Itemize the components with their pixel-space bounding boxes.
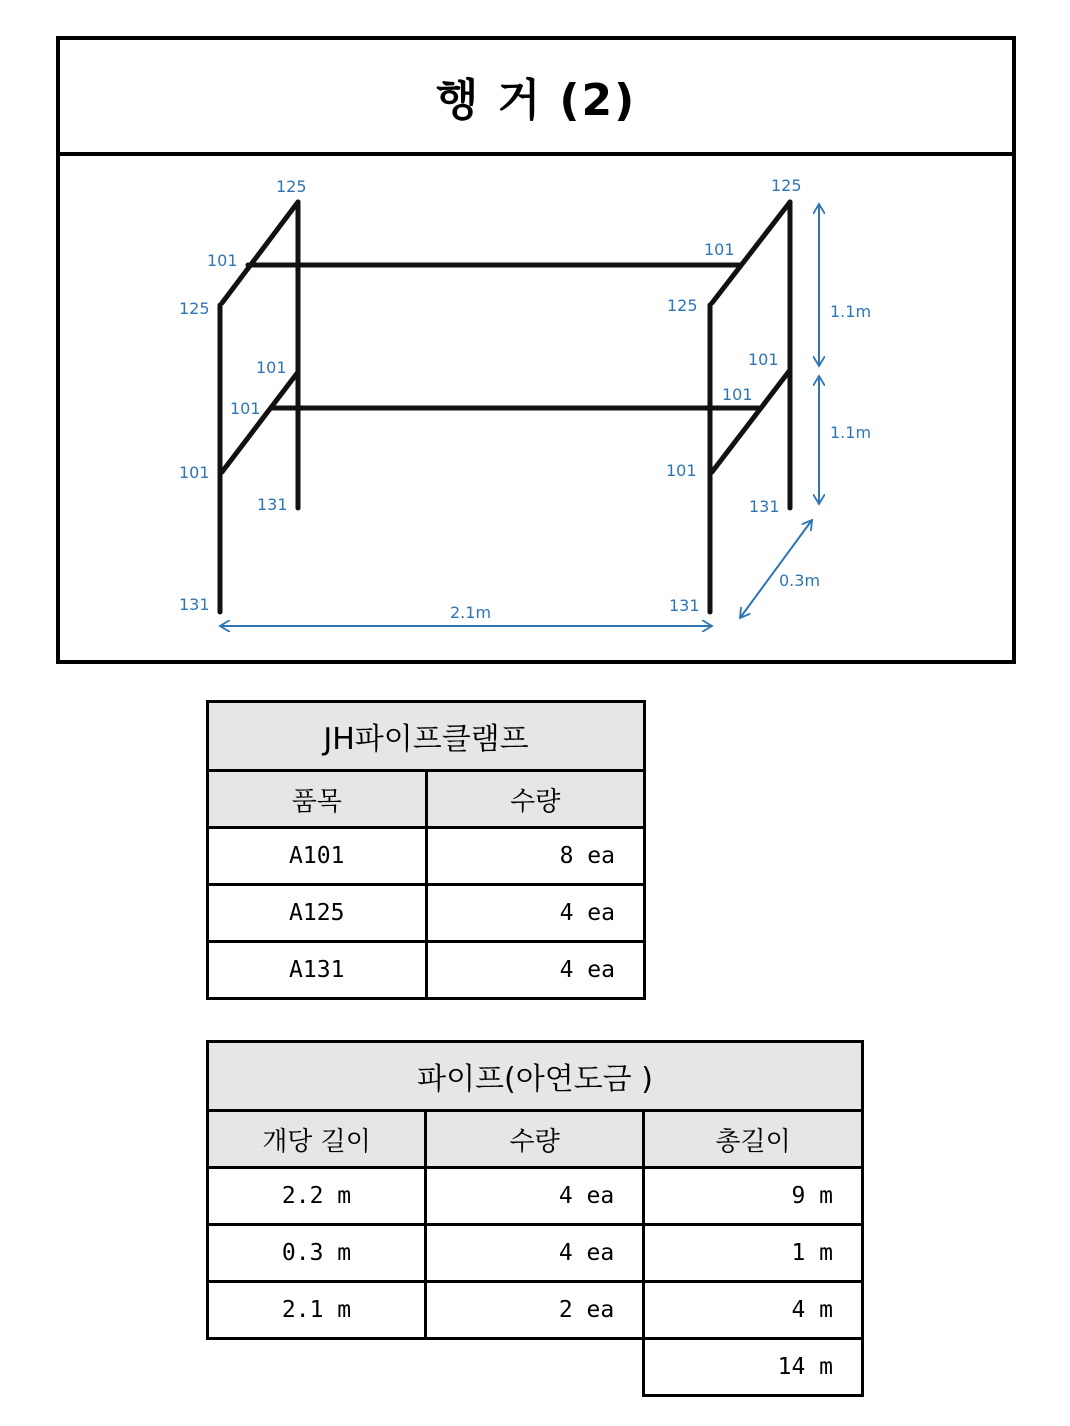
- label-101-top-right: 101: [704, 240, 735, 259]
- label-101-low-left: 101: [179, 463, 210, 482]
- label-131-front-left: 131: [179, 595, 210, 614]
- label-101-low-right: 101: [666, 461, 697, 480]
- label-101-mid-back-right: 101: [748, 350, 779, 369]
- pipe-total-cell: 9 m: [644, 1168, 863, 1225]
- label-101-mid-back-left: 101: [256, 358, 287, 377]
- clamp-header-item: 품목: [208, 771, 427, 828]
- dim-height-lower: 1.1m: [830, 423, 872, 442]
- left-mid-brace: [222, 372, 298, 472]
- table-row: [208, 1225, 863, 1282]
- table-row: [208, 1168, 863, 1225]
- pipe-total-cell: 1 m: [644, 1225, 863, 1282]
- clamp-item-cell: A101: [208, 828, 427, 885]
- pipe-length-cell: 2.2 m: [208, 1168, 426, 1225]
- label-125-front-right: 125: [667, 296, 698, 315]
- depth-arrow: [740, 520, 812, 618]
- table-row: [208, 942, 645, 999]
- pipe-table-caption: 파이프(아연도금 ): [208, 1042, 863, 1111]
- dim-height-upper: 1.1m: [830, 302, 872, 321]
- pipe-table: [206, 1040, 864, 1397]
- label-125-front-left: 125: [179, 299, 210, 318]
- clamp-qty-cell: 4 ea: [426, 942, 645, 999]
- label-125-back-left: 125: [276, 177, 307, 196]
- label-131-back-left: 131: [257, 495, 288, 514]
- label-101-top-left: 101: [207, 251, 238, 270]
- table-row: [208, 1282, 863, 1339]
- pipe-qty-cell: 4 ea: [426, 1168, 644, 1225]
- pipe-qty-cell: 2 ea: [426, 1282, 644, 1339]
- clamp-header-qty: 수량: [426, 771, 645, 828]
- pipe-length-cell: 0.3 m: [208, 1225, 426, 1282]
- table-row: [208, 828, 645, 885]
- hanger-diagram: [0, 0, 1070, 680]
- table-row: [208, 885, 645, 942]
- label-131-back-right: 131: [749, 497, 780, 516]
- dim-depth: 0.3m: [779, 571, 821, 590]
- label-131-front-right: 131: [669, 596, 700, 615]
- dim-width: 2.1m: [450, 603, 492, 622]
- total-row: [208, 1339, 863, 1396]
- clamp-table: [206, 700, 646, 1000]
- clamp-qty-cell: 4 ea: [426, 885, 645, 942]
- page-title: 행 거 (2): [435, 75, 637, 126]
- clamp-table-caption: JH파이프클램프: [208, 702, 645, 771]
- label-101-mid-left: 101: [230, 399, 261, 418]
- pipe-grand-total: 14 m: [644, 1339, 863, 1396]
- clamp-item-cell: A131: [208, 942, 427, 999]
- pipe-header-length: 개당 길이: [208, 1111, 426, 1168]
- label-125-back-right: 125: [771, 176, 802, 195]
- pipe-qty-cell: 4 ea: [426, 1225, 644, 1282]
- label-101-mid-right: 101: [722, 385, 753, 404]
- pipe-header-qty: 수량: [426, 1111, 644, 1168]
- pipe-total-cell: 4 m: [644, 1282, 863, 1339]
- pipe-length-cell: 2.1 m: [208, 1282, 426, 1339]
- pipe-header-total: 총길이: [644, 1111, 863, 1168]
- clamp-qty-cell: 8 ea: [426, 828, 645, 885]
- clamp-item-cell: A125: [208, 885, 427, 942]
